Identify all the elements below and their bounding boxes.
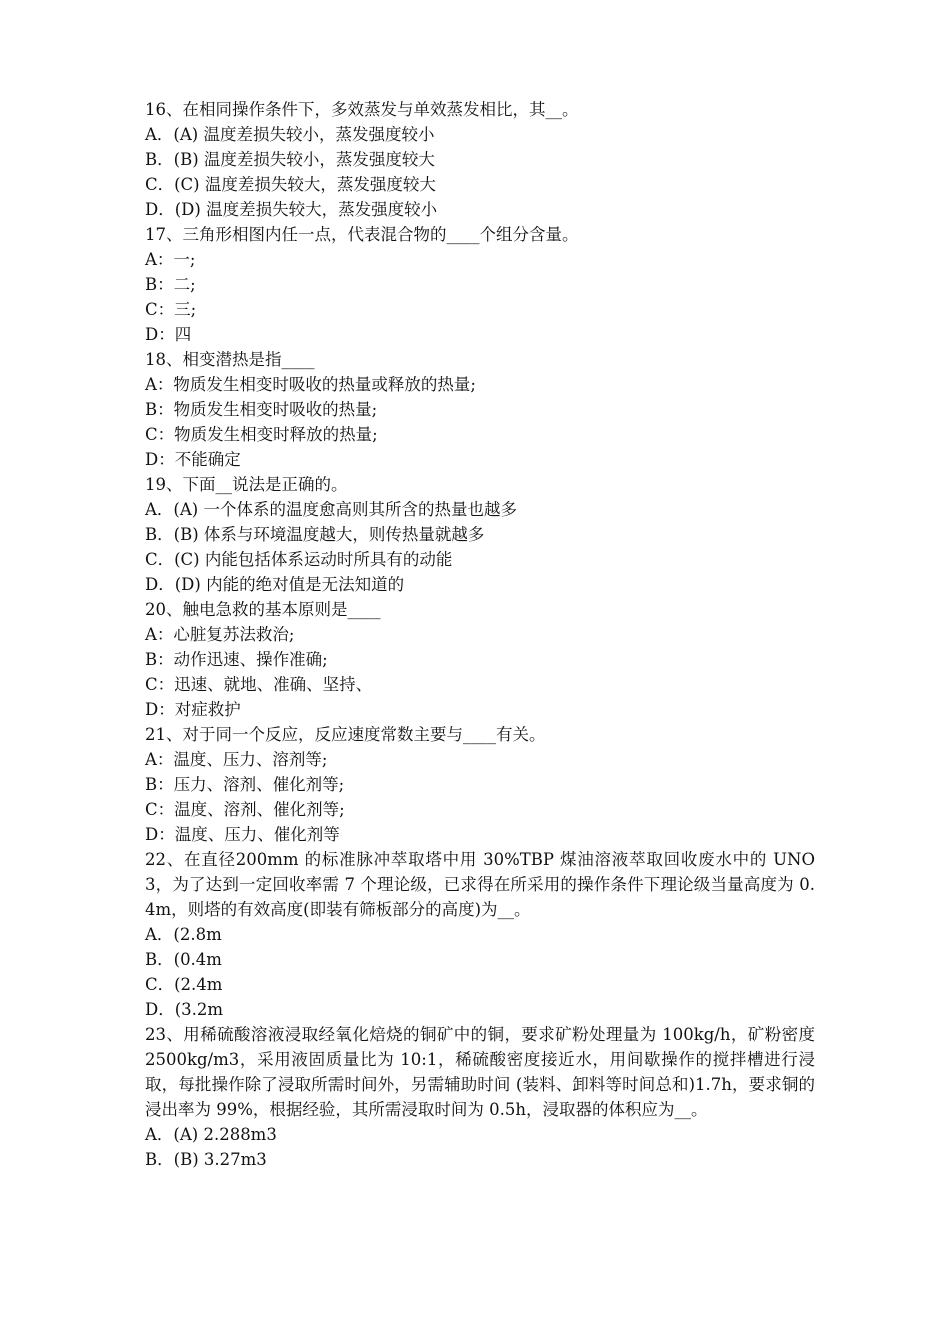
option-c: C：三; — [145, 300, 197, 319]
question-23 — [145, 1022, 815, 1172]
option-a: A．(A) 2.288m3 — [145, 1125, 277, 1144]
question-text: 19、下面__说法是正确的。 — [145, 475, 348, 494]
option-a: A：一; — [145, 250, 196, 269]
option-b: B．(B) 温度差损失较小，蒸发强度较大 — [145, 150, 435, 169]
option-d: D：对症救护 — [145, 700, 241, 719]
option-b: B：动作迅速、操作准确; — [145, 650, 328, 669]
question-text: 21、对于同一个反应，反应速度常数主要与____有关。 — [145, 725, 546, 744]
option-c: C．(C) 温度差损失较大，蒸发强度较大 — [145, 175, 436, 194]
question-text: 20、触电急救的基本原则是____ — [145, 600, 381, 619]
option-d: D：温度、压力、催化剂等 — [145, 825, 340, 844]
question-18 — [145, 347, 815, 472]
option-d: D．(D) 内能的绝对值是无法知道的 — [145, 575, 405, 594]
option-b: B：二; — [145, 275, 196, 294]
question-17 — [145, 222, 815, 347]
question-text: 18、相变潜热是指____ — [145, 350, 315, 369]
question-text: 23、用稀硫酸溶液浸取经氧化焙烧的铜矿中的铜，要求矿粉处理量为 100kg/h，矿粉密度 2500kg/m3，采用液固质量比为 10:1，稀硫酸密度接近水，用间歇操作的搅拌槽进行浸取，每批操作除了浸取所需时间外，另需辅助时间 (装料、卸料等时间总和)1.7h，要求铜的浸出率为 99%，根据经验，其所需浸取时间为 0.5h，浸取器的体积应为__。 — [145, 1025, 815, 1119]
question-21 — [145, 722, 815, 847]
option-a: A．(A) 一个体系的温度愈高则其所含的热量也越多 — [145, 500, 517, 519]
question-19 — [145, 472, 815, 597]
option-d: D．(D) 温度差损失较大，蒸发强度较小 — [145, 200, 438, 219]
option-d: D．(3.2m — [145, 1000, 224, 1019]
option-b: B：压力、溶剂、催化剂等; — [145, 775, 345, 794]
question-20 — [145, 597, 815, 722]
option-c: C．(C) 内能包括体系运动时所具有的动能 — [145, 550, 453, 569]
option-d: D：四 — [145, 325, 192, 344]
option-a: A．(2.8m — [145, 925, 222, 944]
option-b: B．(B) 3.27m3 — [145, 1150, 267, 1169]
question-text: 22、在直径200mm 的标准脉冲萃取塔中用 30%TBP 煤油溶液萃取回收废水中的 UNO3，为了达到一定回收率需 7 个理论级，已求得在所采用的操作条件下理论级当量高度为 0.4m，则塔的有效高度(即装有筛板部分的高度)为__。 — [145, 850, 815, 919]
option-c: C：温度、溶剂、催化剂等; — [145, 800, 345, 819]
question-22 — [145, 847, 815, 1022]
option-b: B．(0.4m — [145, 950, 222, 969]
option-a: A：温度、压力、溶剂等; — [145, 750, 328, 769]
option-b: B．(B) 体系与环境温度越大，则传热量就越多 — [145, 525, 485, 544]
option-c: C：物质发生相变时释放的热量; — [145, 425, 378, 444]
question-text: 16、在相同操作条件下，多效蒸发与单效蒸发相比，其__。 — [145, 100, 579, 119]
option-d: D：不能确定 — [145, 450, 241, 469]
document-page — [145, 97, 815, 1172]
option-c: C：迅速、就地、准确、坚持、 — [145, 675, 373, 694]
option-b: B：物质发生相变时吸收的热量; — [145, 400, 378, 419]
option-a: A．(A) 温度差损失较小，蒸发强度较小 — [145, 125, 435, 144]
question-text: 17、三角形相图内任一点，代表混合物的____个组分含量。 — [145, 225, 579, 244]
option-a: A：物质发生相变时吸收的热量或释放的热量; — [145, 375, 476, 394]
option-c: C．(2.4m — [145, 975, 223, 994]
question-16 — [145, 97, 815, 222]
option-a: A：心脏复苏法救治; — [145, 625, 295, 644]
